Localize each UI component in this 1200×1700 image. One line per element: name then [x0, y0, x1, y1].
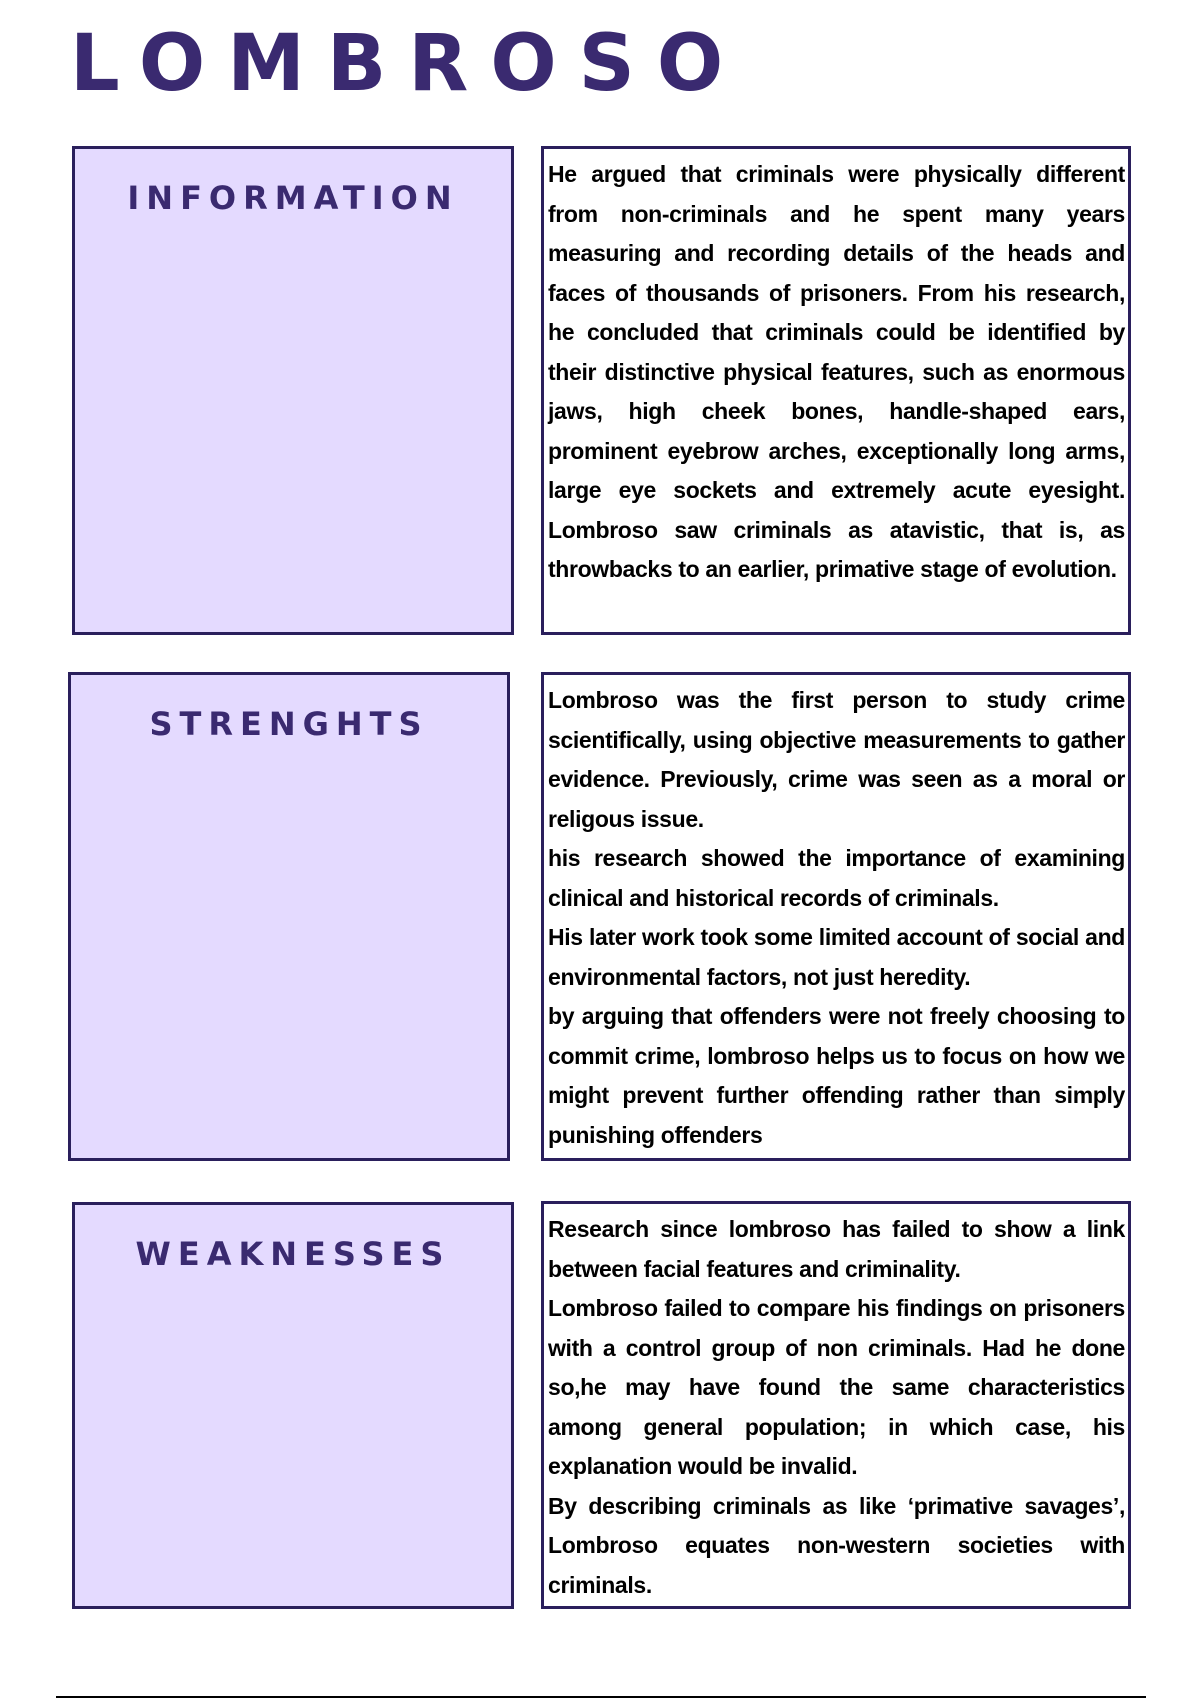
strengths-paragraph-2: his research showed the importance of examining clinical and historical records of criminals. — [548, 845, 1125, 911]
strengths-paragraph-4: by arguing that offenders were not freely choosing to commit crime, lombroso helps us to focus on how we might prevent further offending rather than simply punishing offenders — [548, 1003, 1125, 1148]
weaknesses-heading: WEAKNESSES — [135, 1235, 451, 1273]
information-label-box — [72, 146, 514, 635]
strengths-heading: STRENGHTS — [149, 705, 429, 743]
information-paragraph: He argued that criminals were physically different from non-criminals and he spent many years measuring and recording details of the heads and faces of thousands of prisoners. From his research, he concluded that criminals could be identified by their distinctive physical features, such as enormous jaws, high cheek bones, handle-shaped ears, prominent eyebrow arches, exceptionally long arms, large eye sockets and extremely acute eyesight. Lombroso saw criminals as atavistic, that is, as throwbacks to an earlier, primative stage of evolution. — [548, 161, 1125, 582]
weaknesses-paragraph-3: By describing criminals as like ‘primative savages’, Lombroso equates non-western societies with criminals. — [548, 1492, 1125, 1598]
weaknesses-label-box — [72, 1202, 514, 1609]
weaknesses-paragraph-2: Lombroso failed to compare his findings on prisoners with a control group of non criminals. Had he done so,he may have found the same characteristics among general population; in which case, his explanation would be invalid. — [548, 1295, 1125, 1479]
weaknesses-text-box — [541, 1201, 1131, 1609]
strengths-label-box — [68, 672, 510, 1161]
strengths-paragraph-3: His later work took some limited account of social and environmental factors, not just heredity. — [548, 924, 1125, 990]
page-title: LOMBROSO — [70, 19, 746, 109]
strengths-paragraph-1: Lombroso was the first person to study crime scientifically, using objective measurements to gather evidence. Previously, crime was seen as a moral or religous issue. — [548, 687, 1125, 832]
information-text-box — [541, 146, 1131, 635]
bottom-divider — [56, 1696, 1146, 1698]
strengths-text-box — [541, 672, 1131, 1161]
information-heading: INFORMATION — [127, 179, 459, 217]
weaknesses-paragraph-1: Research since lombroso has failed to show a link between facial features and criminality. — [548, 1216, 1125, 1282]
